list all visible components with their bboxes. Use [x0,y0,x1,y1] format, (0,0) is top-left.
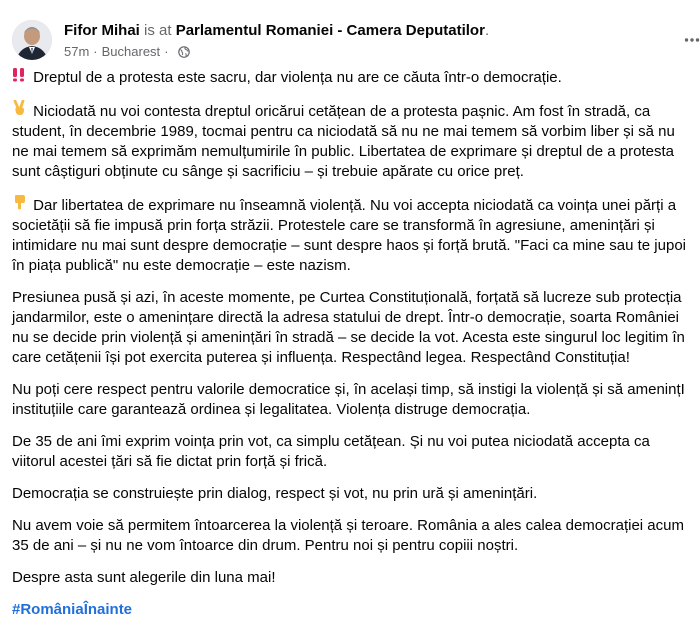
separator-dot: · [93,44,98,59]
author-line [64,21,660,40]
paragraph-6: De 35 de ani îmi exprim voința prin vot, ca simplu cetățean. Și nu voi putea niciodată accepta ca viitorul acestei țări să fie dictat prin forță și frică. [12,433,650,470]
paragraph-4: Presiunea pusă și azi, în aceste momente, pe Curtea Constituțională, forțată să lucreze sub protecția jandarmilor, este o amenințare directă la adresa statului de drept. Într-o democrație, soarta României nu se decide prin violență și amenințări în stradă – se decide la vot. Acesta este singurul loc legitim în care cetățenii își pot exercita puterea și influența. Respectând legea. Respectând Constituția! [12,289,685,366]
post-time[interactable]: 57m [64,44,90,59]
paragraph-5: Nu poți cere respect pentru valorile democratice și, în același timp, să instigi la violență și să amenințI instituțiile care garantează ordinea și legalitatea. Violența distruge democrația. [12,381,685,418]
paragraph-8: Nu avem voie să permitem întoarcerea la violență și teroare. România a ales calea democrației acum 35 de ani – și nu ne vom întoarce din drum. Pentru noi și pentru copiii noștri. [12,517,684,554]
separator-dot-2: · [164,44,169,59]
post-body [12,67,700,632]
pointing-down-icon [12,194,29,216]
paragraph-2: Niciodată nu voi contesta dreptul oricărui cetățean de a protesta pașnic. Am fost în stradă, ca student, în decembrie 1989, tocmai pentru ca niciodată să nu ne mai temem să vorbim liber și să nu ne mai temem să exprimăm nemulțumirile în public. Libertatea de exprimare și dreptul de a protesta sunt câștiguri obținute cu sânge și sacrificiu – și trebuie apărate cu orice preț. [12,100,700,182]
paragraph-1: Dreptul de a protesta este sacru, dar violența nu are ce căuta într-o democrație. [12,67,700,88]
globe-icon[interactable] [178,46,190,58]
double-exclamation-icon [12,67,29,88]
hashtag-paragraph [12,600,700,620]
paragraph-7: Democrația se construiește prin dialog, respect și vot, nu prin ură și amenințări. [12,485,538,502]
post-sub-line [64,43,660,60]
post-city[interactable]: Bucharest [101,44,161,59]
hashtag-link[interactable]: #RomâniaÎnainte [12,601,133,618]
avatar-portrait-icon [12,20,52,60]
period-text: . [484,22,490,39]
is-at-text: is at [139,22,176,39]
avatar[interactable] [12,20,52,60]
victory-hand-icon [12,100,29,122]
post-meta [64,21,660,60]
post-header [12,20,700,64]
paragraph-9: Despre asta sunt alegerile din luna mai! [12,569,276,586]
author-name[interactable]: Fifor Mihai [64,22,140,39]
more-options-icon[interactable] [684,36,700,44]
location-link[interactable]: Parlamentul Romaniei - Camera Deputatilor [175,22,485,39]
paragraph-3: Dar libertatea de exprimare nu înseamnă violență. Nu voi accepta niciodată ca voința unei părți a societății să fie impusă prin forța străzii. Protestele care se transformă în agresiune, amenințări și intimidare nu mai sunt despre democrație – sunt despre haos și forță brută. "Faci ca mine sau te jupoi în piața publică" nu este democrație – este nazism. [12,194,700,276]
